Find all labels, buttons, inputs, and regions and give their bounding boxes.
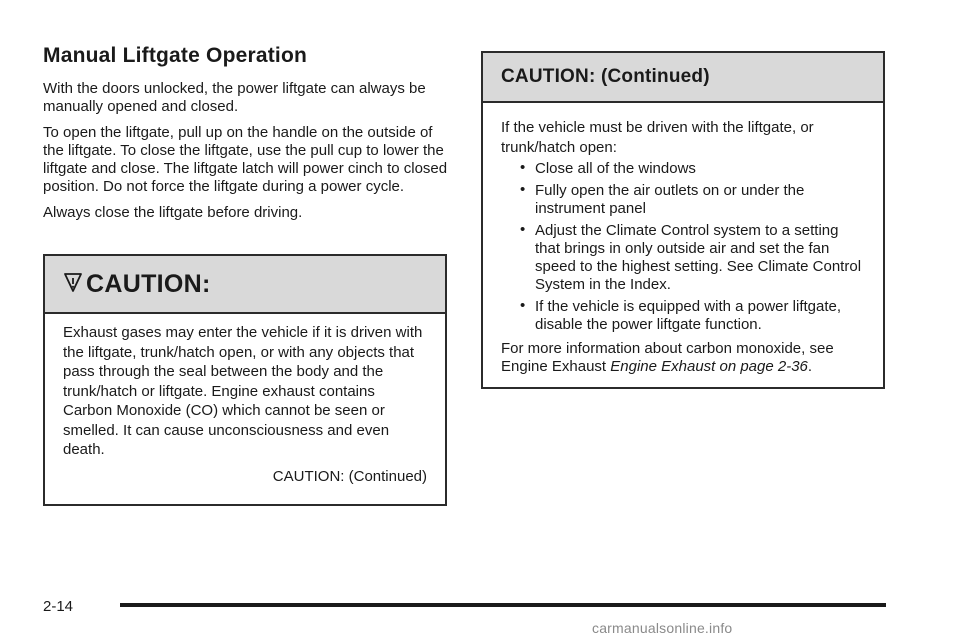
caution-text: Exhaust gases may enter the vehicle if it is driven with the liftgate, trunk/hatch open, or with any objects that pass through the seal between the body and the trunk/hatch or liftgate. Engine exhaust contains Carbon Monoxide (CO) which cannot be seen or smelled. It can cause unconsciousness and even death. [63, 324, 423, 458]
caution-body [45, 314, 445, 485]
footer-rule [120, 603, 886, 607]
list-item-text: Adjust the Climate Control system to a setting that brings in only outside air and set the fan speed to the highest setting. See Climate Control System in the Index. [535, 222, 862, 293]
page-reference-link[interactable]: Engine Exhaust on page 2-36 [610, 358, 808, 375]
paragraph: To open the liftgate, pull up on the handle on the outside of the liftgate. To close the liftgate, use the pull cup to lower the liftgate and close. The liftgate latch will power cinch to closed position. Do not force the liftgate during a power cycle. [43, 124, 448, 195]
list-item-text: If the vehicle is equipped with a power liftgate, disable the power liftgate function. [535, 298, 842, 333]
bullet-list [501, 160, 865, 334]
list-item [501, 222, 865, 294]
bullet-icon: • [520, 221, 526, 238]
more-info-lead: For more information about carbon monoxide, see Engine Exhaust [501, 340, 834, 375]
list-item-text: Close all of the windows [535, 160, 696, 177]
more-info-text [501, 340, 865, 376]
caution-heading: CAUTION: [86, 269, 211, 298]
bullet-icon: • [520, 297, 526, 314]
caution-box [43, 254, 447, 506]
bullet-icon: • [520, 159, 526, 176]
list-item [501, 182, 865, 218]
paragraph: With the doors unlocked, the power liftgate can always be manually opened and closed. [43, 80, 426, 115]
caution-continued-header [483, 53, 883, 103]
list-item [501, 298, 865, 334]
list-item [501, 160, 865, 178]
watermark: carmanualsonline.info [592, 620, 733, 636]
list-item-text: Fully open the air outlets on or under the instrument panel [535, 182, 805, 217]
warning-triangle-icon [63, 271, 83, 293]
caution-intro: If the vehicle must be driven with the liftgate, or trunk/hatch open: [501, 119, 814, 156]
caution-continued-body [483, 103, 883, 376]
bullet-icon: • [520, 181, 526, 198]
caution-header [45, 256, 445, 314]
more-info-end: . [807, 358, 813, 375]
page-number: 2-14 [43, 598, 74, 615]
caution-continued-heading: CAUTION: (Continued) [501, 66, 710, 87]
paragraph: Always close the liftgate before driving. [43, 204, 303, 221]
page-title: Manual Liftgate Operation [43, 44, 308, 67]
caution-continued-box [481, 51, 885, 389]
caution-continued-label: CAUTION: (Continued) [272, 467, 427, 485]
intro-text [43, 80, 453, 230]
